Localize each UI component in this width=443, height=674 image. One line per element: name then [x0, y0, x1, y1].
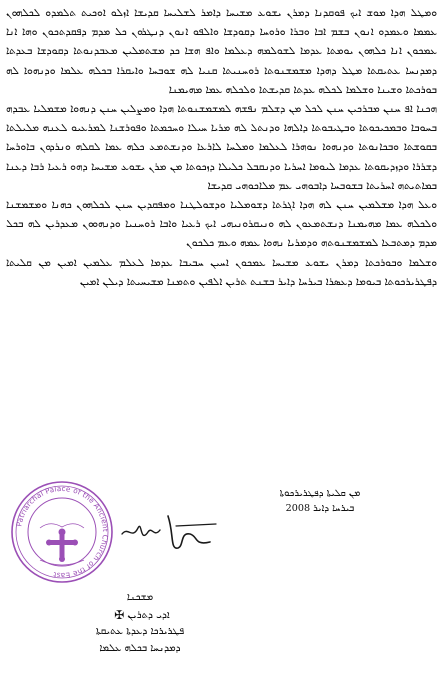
closing-name: ܐܕܝ ܕܬܪܝܢ [127, 609, 170, 621]
patriarchal-seal [10, 480, 114, 584]
small-cross-icon: ✠ [114, 607, 125, 622]
closing-line-4: ܕܡܕܢܚܐ ܒܟܠܗ ܥܠܡܐ [99, 642, 181, 654]
closing-block [60, 590, 220, 657]
paragraph-1: ܘܡܛܠ ܗܕܐ ܡܘܫ ܐܝܟ ܦܘܩܕܢܐ ܕܡܪܢ ܝܫܘܥ ܡܫܝܚܐ ܕܐܡܪ ܠܫܠܝܚܐ ܩܕܝܫܐ ܐܙܠܘ ܐܘܟܝܬ ܬܠܡܕܘ ܠܟܠܗܘܢ ܥܡܡܐ ܘܥܡܕܘ ܐܢܘܢ ܒܫܡ ܐܒܐ ܘܒܪܐ ܘܪܘܚܐ ܕܩܘܕܫܐ ܘܐܠܦܘ ܐܢܘܢ ܕܢܛܪܘܢ ܟܠ ܡܕܡ ܕܦܩܕܬܟܘܢ ܘܗܐ ܐܢܐ ܥܡܟܘܢ ܐܢܐ ܟܠܗܘܢ ܝܘܡܬܐ ܥܕܡܐ ܠܫܘܠܡܗ ܕܥܠܡܐ ܘܐܦ ܗܫܐ ܟܕ ܡܫܬܡܠܝܢ ܡܥܒܕܢܘܬܐ ܕܩܘܕܫܐ ܒܥܕܬܐ ܕܡܕܢܚܐ ܥܬܝܩܬܐ ܡܛܠ ܕܗܕܐ ܡܫܡܫܢܘܬܐ ܪܘܚܢܝܬܐ ܩܢܝܐ ܠܗ ܫܘܒܚܐ ܘܐܝܩܪܐ ܒܟܠܗ ܥܠܡܐ ܘܕܢܗܘܐ ܠܗ ܒܘܪܟܬܐ ܘܫܝܢܐ ܘܫܠܡܐ ܠܟܠܗ ܥܕܬܐ ܩܕܝܫܬܐ ܘܠܟܠܗ ܥܡܐ ܡܗܝܡܢܐ [6, 7, 437, 96]
paragraph-4: ܘܫܠܡܐ ܘܒܘܪܟܬܐ ܕܡܪܢ ܝܫܘܥ ܡܫܝܚܐ ܥܡܟܘܢ ܐܚܝܢ ܚܒܝܒܐ ܥܕܡܐ ܠܥܠܡ ܥܠܡܝܢ ܐܡܝܢ ܡܢ ܩܠܝܬܐ ܕܦܛܪܝܪܟܘܬܐ ܒܝܘܡܐ ܕܥܣܪܐ ܒܝܪܚܐ ܕܐܝܪ ܒܫܢܬ ܬܪܝܢ ܐܠܦܝܢ ܘܬܡܢܐ ܡܫܝܚܝܬܐ ܕܝܠܢ ܐܡܝܢ [6, 256, 437, 288]
letter-body [6, 4, 437, 292]
date-line-2: ܒܝܪܚܐ ܕܐܝܪ 2008 [285, 503, 355, 514]
date-block [250, 486, 390, 516]
cross-icon [46, 529, 78, 563]
paragraph-3: ܘܥܠ ܗܕܐ ܡܫܠܡܝܢ ܚܢܢ ܠܗ ܗܕܐ ܐܓܪܬܐ ܕܫܘܡܠܝܐ ܘܕܫܘܠܛܢܐ ܘܡܦܩܕܝܢ ܚܢܢ ܠܟܠܗܘܢ ܟܗܢܐ ܘܡܫܡܫܢܐ ܘܠܟܠܗ ܥܡܐ ܡܗܝܡܢܐ ܕܢܫܬܡܥܘܢ ܠܗ ܘܢܝܩܪܘܢܝܗܝ ܐܝܟ ܪܥܝܐ ܘܐܒܐ ܪܘܚܢܝܐ ܘܕܢܗܘܘܢ ܡܥܕܪܝܢ ܠܗ ܒܟܠ ܡܕܡ ܕܡܬܒܥܐ ܠܡܫܡܫܢܘܬܗ ܘܕܡܪܝܐ ܢܗܘܐ ܥܡܗ ܘܥܡ ܟܠܟܘܢ [6, 199, 437, 250]
closing-line-3: ܦܛܪܝܪܟܐ ܕܥܕܬܐ ܥܬܝܩܬܐ [95, 626, 185, 637]
date-line-1: ܡܢ ܩܠܝܬܐ ܕܦܛܪܝܪܟܘܬܐ [279, 488, 361, 499]
seal-inscription-scroll [40, 524, 84, 528]
handwritten-signature [118, 504, 220, 554]
seal-ring-text: Patriarchal Palace of the Ancient Church of the East [14, 483, 111, 581]
closing-line-2 [60, 607, 220, 625]
closing-line-1: ܡܫܟܢܐ [126, 592, 154, 603]
paragraph-2: ܗܟܢܐ ܐܦ ܚܢܢ ܡܒܪܟܝܢ ܚܢܢ ܠܟܠ ܡܢ ܕܫܠܡ ܢܦܫܗ ܠܡܫܡܫܢܘܬܐ ܗܕܐ ܘܡܨܠܝܢ ܚܢܢ ܕܢܗܘܐ ܡܫܡܠܝܐ ܥܒܕܗ ܒܚܘܒܐ ܘܒܡܟܝܟܘܬܐ ܘܒܛܝܒܘܬܐ ܕܐܠܗܐ ܘܕܢܬܠ ܠܗ ܡܪܝܐ ܚܝܠܐ ܘܚܟܡܬܐ ܘܦܘܪܫܢܐ ܠܡܪܥܝܘ ܠܥܢܗ ܡܠܝܠܬܐ ܒܩܘܫܬܐ ܘܒܟܐܢܘܬܐ ܘܕܢܗܘܐ ܢܘܗܪܐ ܠܥܠܡܐ ܘܡܠܚܐ ܠܐܪܥܐ ܘܕܢܫܬܡܥ ܟܠܗ ܥܡܐ ܠܩܠܗ ܘܢܪܕܘܢ ܒܐܘܪܚܐ ܕܫܪܪܐ ܘܕܙܕܝܩܘܬܐ ܥܕܡܐ ܠܝܘܡܐ ܐܚܪܝܐ ܘܕܢܩܒܠ ܟܠܝܠܐ ܕܙܟܘܬܐ ܡܢ ܡܪܢ ܝܫܘܥ ܡܫܝܚܐ ܕܗܘ ܪܥܝܐ ܪܒܐ ܕܥܢܐ ܒܡܐܬܝܬܗ ܐܚܪܝܬܐ ܒܫܘܒܚܐ ܕܐܒܘܗܝ ܥܡ ܡܠܐܟܘܗܝ ܩܕܝܫܐ [6, 103, 437, 192]
